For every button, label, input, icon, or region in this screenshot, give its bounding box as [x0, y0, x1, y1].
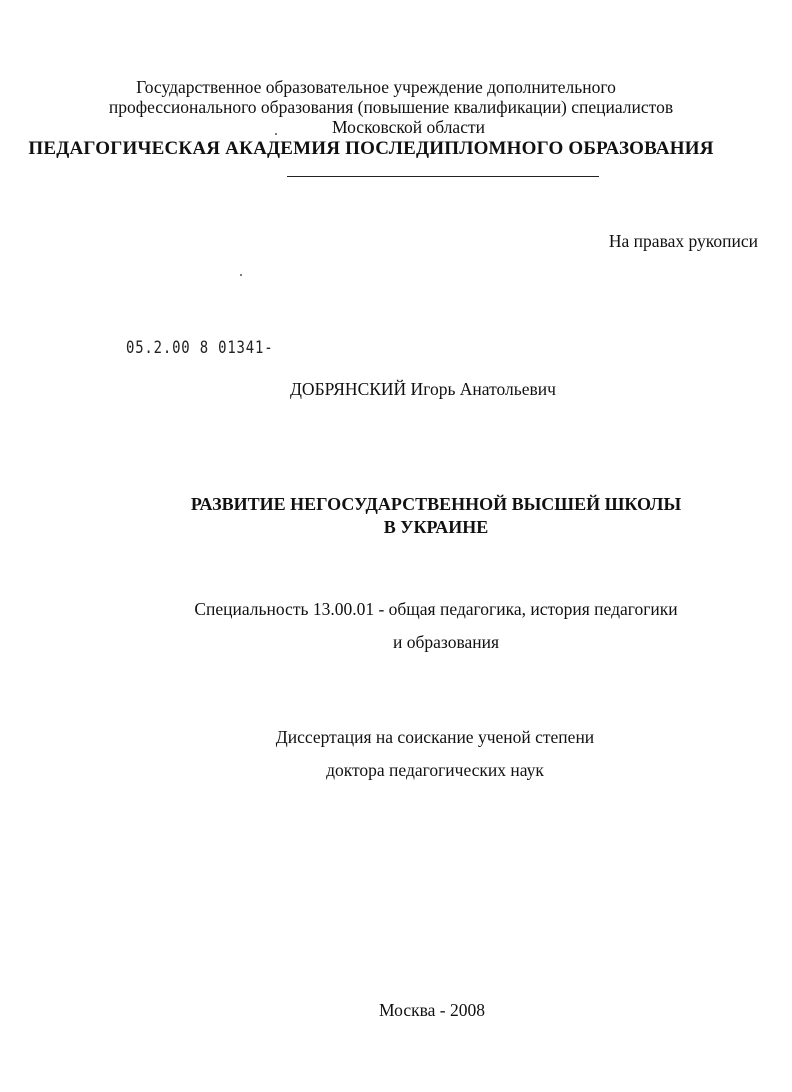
header-divider — [287, 176, 599, 177]
institution-line-1: Государственное образовательное учреждение дополнительного — [136, 77, 616, 97]
degree-line-2: доктора педагогических наук — [326, 760, 544, 780]
dissertation-title-line-1: РАЗВИТИЕ НЕГОСУДАРСТВЕННОЙ ВЫСШЕЙ ШКОЛЫ — [190, 494, 682, 514]
specialty-line-2: и образования — [392, 632, 500, 652]
author-name: ДОБРЯНСКИЙ Игорь Анатольевич — [290, 379, 556, 399]
rights-notice: На правах рукописи — [608, 231, 758, 251]
place-year: Москва - 2008 — [379, 1000, 485, 1020]
academy-name: ПЕДАГОГИЧЕСКАЯ АКАДЕМИЯ ПОСЛЕДИПЛОМНОГО ОБРАЗОВАНИЯ — [28, 138, 714, 159]
dissertation-title-line-2: В УКРАИНЕ — [383, 517, 489, 537]
institution-line-2: профессионального образования (повышение квалификации) специалистов — [108, 97, 674, 117]
specialty-line-1: Специальность 13.00.01 - общая педагогика, история педагогики — [194, 599, 678, 619]
institution-line-3: Московской области — [332, 117, 485, 137]
registry-stamp: 05.2.00 8 01341- — [126, 338, 274, 358]
degree-line-1: Диссертация на соискание ученой степени — [275, 727, 595, 747]
scan-speck — [240, 274, 242, 276]
scan-speck — [275, 133, 277, 135]
